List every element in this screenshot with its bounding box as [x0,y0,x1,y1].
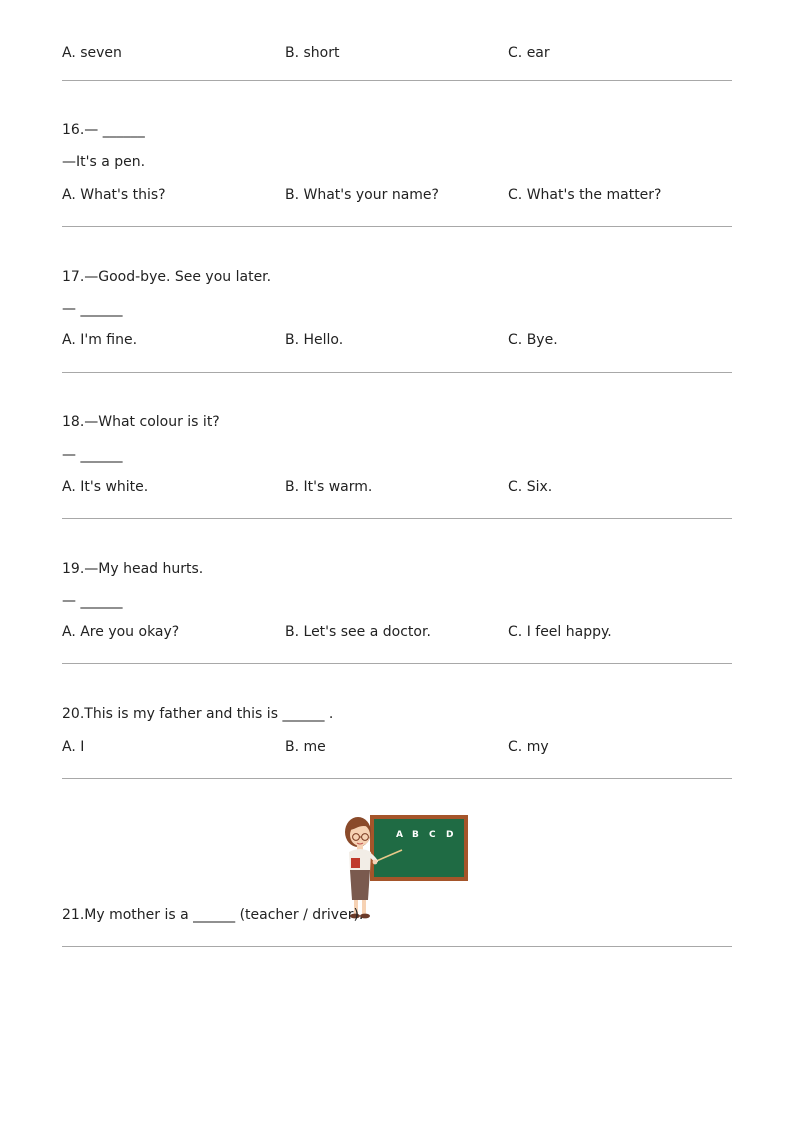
option-text: my [526,739,549,755]
q18-option-c[interactable] [508,478,552,496]
option-letter: C. [508,187,523,203]
q17-option-b[interactable] [285,331,343,349]
q20-option-c[interactable] [508,738,549,756]
q20-prompt: 20.This is my father and this is ______ . [62,706,334,722]
board-letter: C [429,830,436,840]
q17-option-a[interactable] [62,331,137,349]
option-text: Bye. [526,332,558,348]
option-letter: A. [62,45,76,61]
board-letter: B [412,830,419,840]
q17-prompt: 17.—Good-bye. See you later. [62,269,272,285]
option-letter: B. [285,45,300,61]
q16-prompt: 16.— ______ [62,122,145,138]
q19-option-b[interactable] [285,623,431,641]
q20-option-b[interactable] [285,738,326,756]
divider [62,372,732,373]
board-letter: A [396,830,403,840]
divider [62,946,732,947]
q19-option-a[interactable] [62,623,179,641]
divider [62,518,732,519]
q21-prompt: 21.My mother is a ______ (teacher / driver). [62,907,364,923]
option-letter: B. [285,739,300,755]
option-text: Let's see a doctor. [303,624,431,640]
divider [62,778,732,779]
q16-response: —It's a pen. [62,154,146,170]
option-text: seven [80,45,122,61]
option-letter: C. [508,332,523,348]
q15-option-b[interactable] [285,44,340,62]
option-letter: A. [62,332,76,348]
chalkboard-surface [374,819,464,877]
q19-option-c[interactable] [508,623,612,641]
q19-prompt: 19.—My head hurts. [62,561,204,577]
option-letter: B. [285,624,300,640]
q18-option-a[interactable] [62,478,148,496]
option-text: What's your name? [303,187,439,203]
option-letter: B. [285,187,300,203]
q15-option-c[interactable] [508,44,550,62]
option-letter: C. [508,45,523,61]
option-text: I [80,739,85,755]
option-text: short [303,45,340,61]
option-text: Are you okay? [80,624,180,640]
q18-prompt: 18.—What colour is it? [62,414,220,430]
divider [62,226,732,227]
board-letter: D [446,830,454,840]
option-letter: B. [285,479,300,495]
q19-response: — ______ [62,593,123,609]
q16-option-a[interactable] [62,186,166,204]
option-text: me [303,739,326,755]
option-letter: C. [508,739,523,755]
option-text: ear [526,45,550,61]
q20-option-a[interactable] [62,738,84,756]
option-letter: A. [62,624,76,640]
option-text: What's the matter? [526,187,662,203]
option-text: Hello. [303,332,344,348]
option-letter: C. [508,624,523,640]
option-letter: A. [62,739,76,755]
teacher-book [351,858,360,868]
option-letter: C. [508,479,523,495]
q17-response: — ______ [62,301,123,317]
q15-option-a[interactable] [62,44,122,62]
q17-option-c[interactable] [508,331,558,349]
teacher-skirt [350,870,370,900]
option-letter: B. [285,332,300,348]
option-text: What's this? [80,187,166,203]
option-letter: A. [62,479,76,495]
divider [62,80,732,81]
q18-response: — ______ [62,447,123,463]
option-letter: A. [62,187,76,203]
q16-option-b[interactable] [285,186,439,204]
option-text: I'm fine. [80,332,138,348]
option-text: Six. [526,479,553,495]
q18-option-b[interactable] [285,478,372,496]
option-text: It's warm. [303,479,373,495]
option-text: I feel happy. [526,624,612,640]
option-text: It's white. [80,479,149,495]
divider [62,663,732,664]
q16-option-c[interactable] [508,186,662,204]
